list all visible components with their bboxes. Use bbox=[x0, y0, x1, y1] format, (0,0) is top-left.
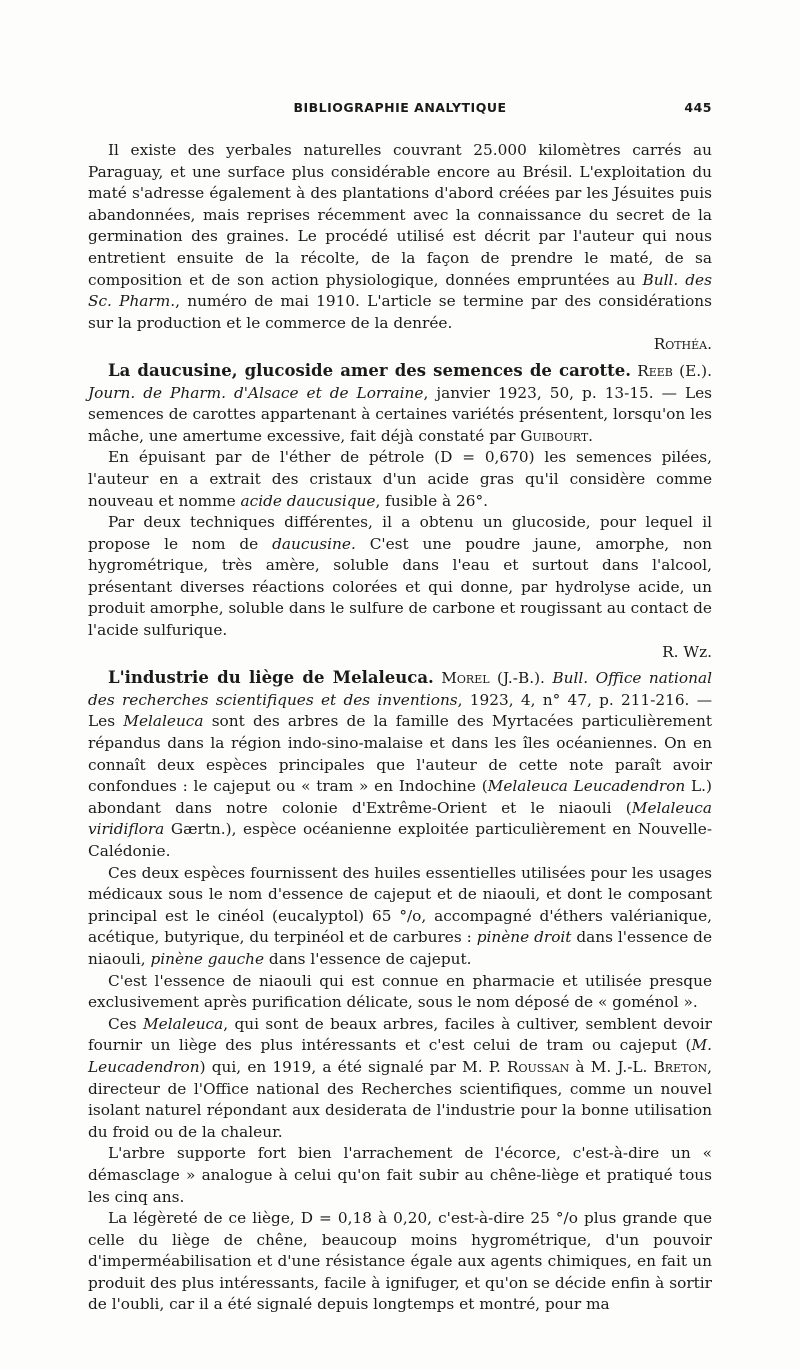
article-entry: La daucusine, glucoside amer des semences de carotte. Reeb (E.). Journ. de Pharm. d'Alsace et de Lorraine, janvier 1923, 50, p. 13-15. — Les semences de carottes appartenant à certaines variétés présentent, lorsqu'on les mâche, une amertume excessive, fait déjà constaté par Guibourt. bbox=[88, 360, 712, 445]
page-body bbox=[88, 140, 712, 1316]
paragraph: La légèreté de ce liège, D = 0,18 à 0,20, c'est-à-dire 25 °/o plus grande que celle du liège de chêne, beaucoup moins hygrométrique, d'un pouvoir d'imperméabilisation et d'une résistance égale aux agents chimiques, en fait un produit des plus intéressants, facile à ignifuger, et qu'on se décide enfin à sortir de l'oubli, car il a été signalé depuis longtemps et montré, pour ma bbox=[88, 1209, 712, 1314]
running-header bbox=[88, 100, 712, 124]
article-title: L'industrie du liège de Melaleuca. bbox=[108, 668, 434, 688]
paragraph: Ces deux espèces fournissent des huiles essentielles utilisées pour les usages médicaux sous le nom d'essence de cajeput et de niaouli, et dont le composant principal est le cinéol (eucalyptol) 65 °/o, accompagné d'éthers valérianique, acétique, butyrique, du terpinéol et de carbures : pinène droit dans l'essence de niaouli, pinène gauche dans l'essence de cajeput. bbox=[88, 863, 712, 968]
article-entry: L'industrie du liège de Melaleuca. Morel (J.-B.). Bull. Office national des recherches scientifiques et des inventions, 1923, 4, n° 47, p. 211-216. — Les Melaleuca sont des arbres de la famille des Myrtacées particulièrement répandus dans la région indo-sino-malaise et dans les îles océaniennes. On en connaît deux espèces principales que l'auteur de cette note paraît avoir confondues : le cajeput ou « tram » en Indochine (Melaleuca Leucadendron L.) abondant dans notre colonie d'Extrême-Orient et le niaouli (Melaleuca viridiflora Gærtn.), espèce océanienne exploitée particulièrement en Nouvelle-Calédonie. bbox=[88, 668, 712, 860]
signature: R. Wz. bbox=[662, 642, 712, 661]
page-number: 445 bbox=[684, 100, 712, 115]
article-title: La daucusine, glucoside amer des semences de carotte. bbox=[108, 360, 631, 380]
paragraph: L'arbre supporte fort bien l'arrachement de l'écorce, c'est-à-dire un « démasclage » analogue à celui qu'on fait subir au chêne-liège et pratiqué tous les cinq ans. bbox=[88, 1144, 712, 1206]
paragraph: En épuisant par de l'éther de pétrole (D = 0,670) les semences pilées, l'auteur en a extrait des cristaux d'un acide gras qu'il considère comme nouveau et nomme acide daucusique, fusible à 26°. bbox=[88, 448, 712, 510]
header-title: BIBLIOGRAPHIE ANALYTIQUE bbox=[293, 100, 507, 115]
paragraph: Ces Melaleuca, qui sont de beaux arbres, faciles à cultiver, semblent devoir fournir un liège des plus intéressants et c'est celui de tram ou cajeput (M. Leucadendron) qui, en 1919, a été signalé par M. P. Roussan à M. J.-L. Breton, directeur de l'Office national des Recherches scientifiques, comme un nouvel isolant naturel répondant aux desiderata de l'industrie pour la bonne utilisation du froid ou de la chaleur. bbox=[88, 1014, 712, 1141]
signature: Rothéa. bbox=[653, 335, 712, 354]
paragraph: Il existe des yerbales naturelles couvrant 25.000 kilomètres carrés au Paraguay, et une surface plus considérable encore au Brésil. L'exploitation du maté s'adresse également à des plantations d'abord créées par les Jésuites puis abandonnées, mais reprises récemment avec la connaissance du secret de la germination des graines. Le procédé utilisé est décrit par l'auteur qui nous entretient ensuite de la récolte, de la façon de prendre le maté, de sa composition et de son action physiologique, données empruntées au Bull. des Sc. Pharm., numéro de mai 1910. L'article se termine par des considérations sur la production et le commerce de la denrée. bbox=[88, 141, 712, 332]
paragraph: C'est l'essence de niaouli qui est connue en pharmacie et utilisée presque exclusivement après purification délicate, sous le nom déposé de « goménol ». bbox=[88, 971, 712, 1012]
paragraph: Par deux techniques différentes, il a obtenu un glucoside, pour lequel il propose le nom de daucusine. C'est une poudre jaune, amorphe, non hygrométrique, très amère, soluble dans l'eau et surtout dans l'alcool, présentant diverses réactions colorées et qui donne, par hydrolyse acide, un produit amorphe, soluble dans le sulfure de carbone et rougissant au contact de l'acide sulfurique. bbox=[88, 513, 712, 640]
